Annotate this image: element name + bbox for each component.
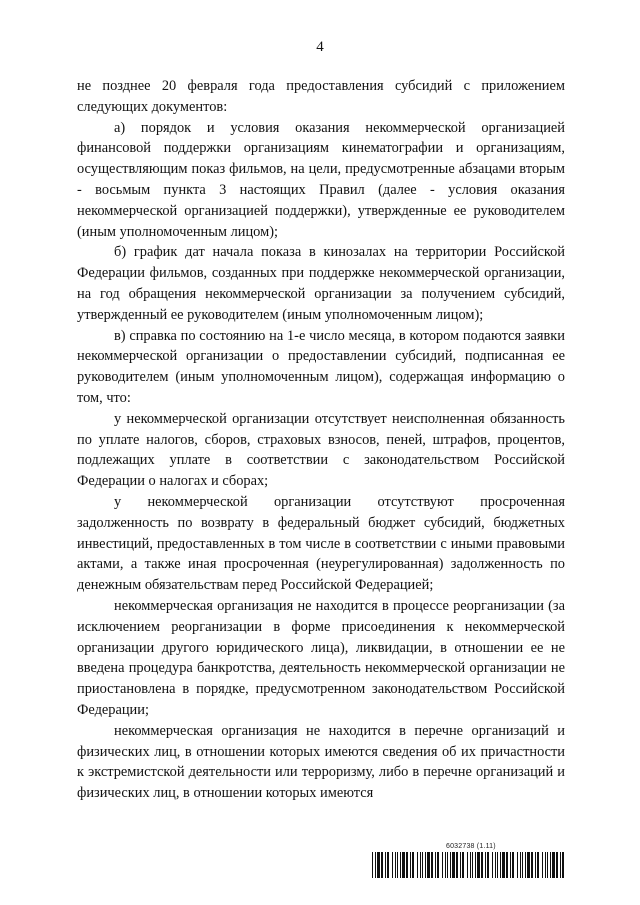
document-code: 6032738 (1.11) [446, 843, 496, 850]
paragraph-item-v: в) справка по состоянию на 1-е число месяца, в котором подаются заявки некоммерческой организации о предоставлении субсидий, подписанная ее руководителем (иным уполномоченным лицом), содержащая информацию о том, что: [77, 327, 565, 406]
paragraph-intro: не позднее 20 февраля года предоставления субсидий с приложением следующих документов: [77, 78, 565, 115]
paragraph-item-a: а) порядок и условия оказания некоммерческой организацией финансовой поддержки организациям кинематографии и организациям, осуществляющим показ фильмов, на цели, предусмотренные абзацами вторым - восьмым пункта 3 настоящих Правил (далее - условия оказания некоммерческой организацией поддержки), утвержденные ее руководителем (иным уполномоченным лицом); [77, 119, 565, 240]
page-number: 4 [316, 39, 324, 55]
paragraph-no-overdue-debt: у некоммерческой организации отсутствуют просроченная задолженность по возврату в федеральный бюджет субсидий, бюджетных инвестиций, предоставленных в том числе в соответствии с иными правовыми актами, а также иная просроченная (неурегулированная) задолженность по денежным обязательствам перед Российской Федерацией; [77, 493, 565, 594]
barcode-image [372, 852, 564, 878]
document-body [77, 76, 565, 804]
paragraph-item-b: б) график дат начала показа в кинозалах на территории Российской Федерации фильмов, созданных при поддержке некоммерческой организации, на год обращения некоммерческой организации за получением субсидий, утвержденный ее руководителем (иным уполномоченным лицом); [77, 244, 565, 323]
paragraph-no-reorganization: некоммерческая организация не находится в процессе реорганизации (за исключением реорганизации в форме присоединения к некоммерческой организации другого юридического лица), ликвидации, в отношении ее не введена процедура банкротства, деятельность некоммерческой организации не приостановлена в порядке, предусмотренном законодательством Российской Федерации; [77, 597, 565, 718]
paragraph-no-tax-debt: у некоммерческой организации отсутствует неисполненная обязанность по уплате налогов, сборов, страховых взносов, пеней, штрафов, процентов, подлежащих уплате в соответствии с законодательством Российской Федерации о налогах и сборах; [77, 410, 565, 490]
paragraph-not-in-list: некоммерческая организация не находится в перечне организаций и физических лиц, в отношении которых имеются сведения об их причастности к экстремистской деятельности или терроризму, либо в перечне организаций и физических лиц, в отношении которых имеются [77, 722, 565, 802]
